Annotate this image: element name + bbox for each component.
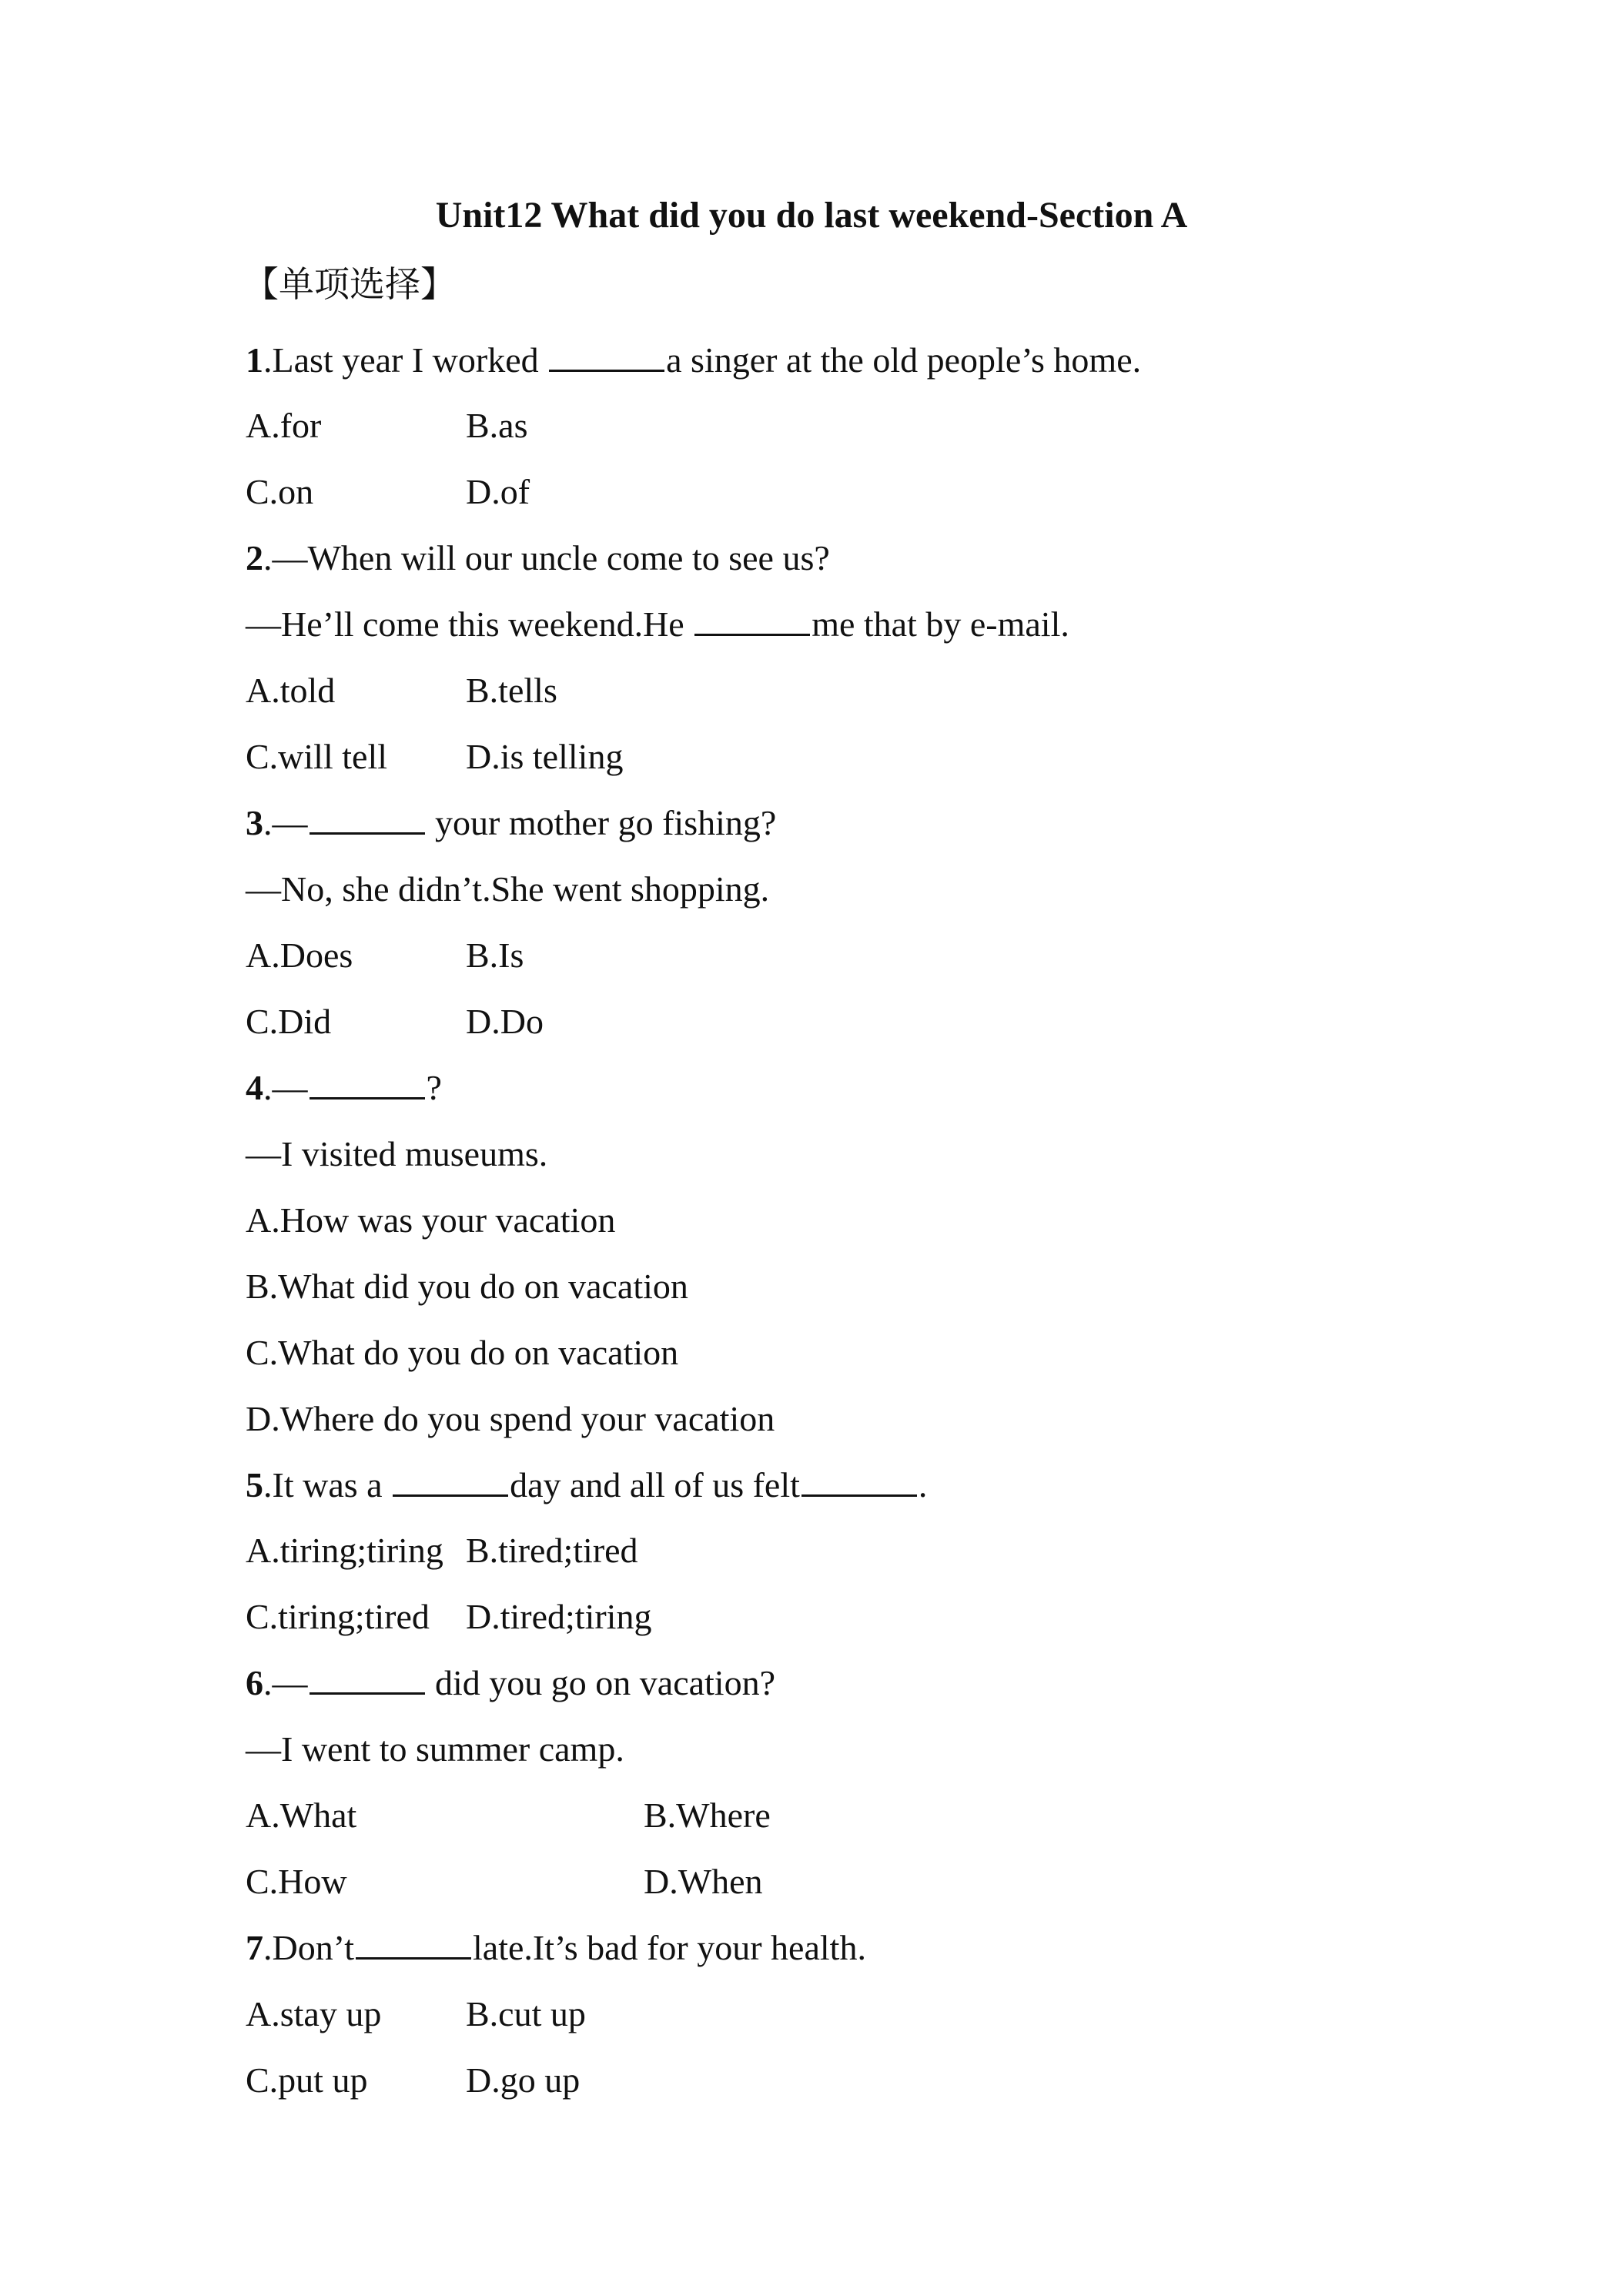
question-6-line-2: —I went to summer camp. (246, 1729, 624, 1769)
question-3-line-2: —No, she didn’t.She went shopping. (246, 869, 770, 909)
option-a: A.What (246, 1796, 357, 1835)
option-c: C.How (246, 1862, 347, 1901)
answer-blank (310, 1662, 425, 1695)
option-b: B.tired;tired (466, 1531, 638, 1570)
option-b: B.What did you do on vacation (246, 1267, 688, 1306)
page-title: Unit12 What did you do last weekend-Section A (435, 195, 1188, 236)
answer-blank (356, 1926, 471, 1960)
option-b: B.Where (644, 1796, 771, 1835)
option-b: B.as (466, 406, 528, 445)
option-b: B.cut up (466, 1994, 586, 2033)
option-a: A.stay up (246, 1994, 382, 2033)
question-number: 2 (246, 538, 263, 577)
section-heading: 【单项选择】 (243, 265, 456, 304)
question-number: 6 (246, 1663, 263, 1702)
question-number: 4 (246, 1068, 263, 1107)
question-4: 4.— ? (246, 1068, 442, 1107)
answer-blank (393, 1464, 508, 1497)
question-2-line-2: —He’ll come this weekend.He me that by e-mail. (246, 604, 1069, 644)
option-d: D.go up (466, 2060, 581, 2100)
question-5: 5.It was a day and all of us felt . (246, 1465, 928, 1504)
option-d: D.tired;tiring (466, 1597, 652, 1636)
question-number: 7 (246, 1928, 263, 1967)
answer-blank (310, 1066, 425, 1099)
option-c: C.put up (246, 2060, 368, 2100)
option-c: C.tiring;tired (246, 1597, 430, 1636)
option-c: C.will tell (246, 737, 387, 776)
question-7: 7.Don’t late.It’s bad for your health. (246, 1928, 866, 1967)
option-a: A.Does (246, 935, 353, 975)
option-a: A.How was your vacation (246, 1200, 616, 1240)
question-2: 2.—When will our uncle come to see us? (246, 538, 830, 577)
option-d: D.Where do you spend your vacation (246, 1399, 775, 1438)
question-1: 1.Last year I worked a singer at the old people’s home. (246, 340, 1142, 380)
question-number: 3 (246, 803, 263, 842)
answer-blank (801, 1464, 917, 1497)
option-c: C.on (246, 472, 314, 511)
option-d: D.is telling (466, 737, 624, 776)
answer-blank (310, 802, 425, 835)
answer-blank (694, 603, 810, 636)
option-c: C.What do you do on vacation (246, 1333, 679, 1372)
option-a: A.tiring;tiring (246, 1531, 443, 1570)
option-d: D.Do (466, 1002, 544, 1041)
option-d: D.of (466, 472, 530, 511)
answer-blank (549, 339, 664, 372)
option-a: A.for (246, 406, 322, 445)
question-6: 6.— did you go on vacation? (246, 1663, 776, 1702)
question-number: 1 (246, 340, 263, 380)
option-b: B.Is (466, 935, 524, 975)
question-number: 5 (246, 1465, 263, 1504)
question-3: 3.— your mother go fishing? (246, 803, 777, 842)
option-b: B.tells (466, 671, 557, 710)
option-d: D.When (644, 1862, 763, 1901)
question-4-line-2: —I visited museums. (246, 1134, 548, 1173)
option-a: A.told (246, 671, 336, 710)
option-c: C.Did (246, 1002, 332, 1041)
